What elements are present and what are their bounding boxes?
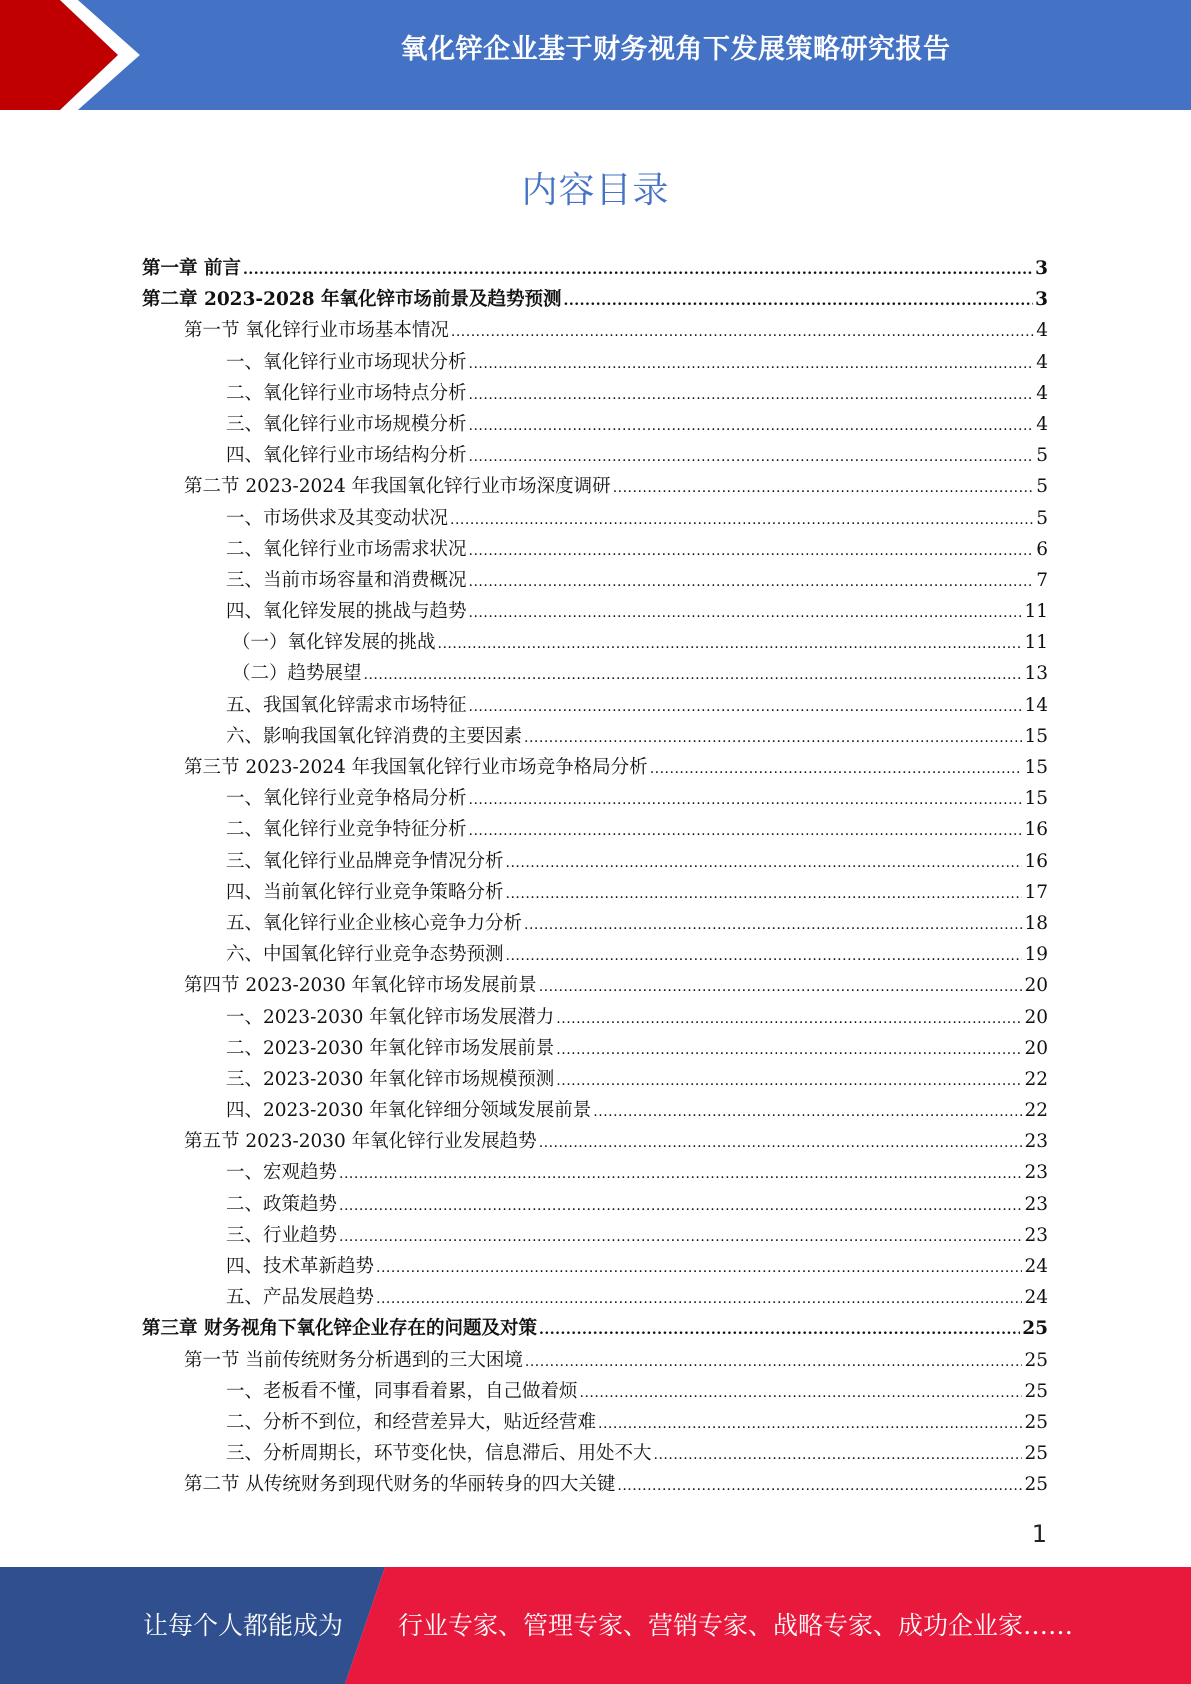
toc-entry[interactable]	[142, 379, 1048, 410]
toc-entry[interactable]	[142, 472, 1048, 503]
toc-entry-page: 20	[1024, 975, 1048, 997]
toc-entry[interactable]	[142, 753, 1048, 784]
toc-entry-title: 一、氧化锌行业市场现状分析	[226, 351, 467, 373]
toc-entry-page: 4	[1036, 351, 1048, 373]
toc-entry[interactable]	[142, 1190, 1048, 1221]
toc-entry-page: 25	[1022, 1318, 1048, 1340]
toc-entry-page: 20	[1024, 1006, 1048, 1028]
toc-entry[interactable]	[142, 1283, 1048, 1314]
toc-entry-title: 二、氧化锌行业市场特点分析	[226, 382, 467, 404]
dot-leader	[376, 1260, 1022, 1276]
dot-leader	[524, 730, 1022, 746]
toc-entry-page: 17	[1024, 881, 1048, 903]
toc-entry[interactable]	[142, 691, 1048, 722]
dot-leader	[524, 917, 1022, 933]
toc-entry-title: 四、氧化锌发展的挑战与趋势	[226, 601, 467, 623]
toc-entry-page: 25	[1024, 1474, 1048, 1496]
toc-entry-title: 第一节 氧化锌行业市场基本情况	[184, 320, 449, 342]
toc-entry-page: 3	[1035, 258, 1048, 279]
toc-entry[interactable]	[142, 1346, 1048, 1377]
toc-entry-page: 7	[1036, 569, 1048, 591]
toc-entry[interactable]	[142, 1221, 1048, 1252]
toc-entry[interactable]	[142, 722, 1048, 753]
dot-leader	[539, 1322, 1020, 1338]
toc-entry-page: 11	[1024, 601, 1048, 623]
toc-entry-title: 三、氧化锌行业品牌竞争情况分析	[226, 850, 504, 872]
toc-entry[interactable]	[142, 566, 1048, 597]
dot-leader	[469, 823, 1023, 839]
toc-entry[interactable]	[142, 410, 1048, 441]
toc-entry-title: 一、老板看不懂，同事看着累，自己做着烦	[226, 1380, 578, 1402]
dot-leader	[539, 1135, 1023, 1151]
dot-leader	[654, 1447, 1023, 1463]
dot-leader	[556, 1073, 1022, 1089]
dot-leader	[339, 1229, 1022, 1245]
toc-entry-page: 23	[1024, 1131, 1048, 1153]
toc-entry-title: 第一章 前言	[142, 258, 241, 279]
toc-entry-page: 4	[1036, 413, 1048, 435]
dot-leader	[376, 1291, 1022, 1307]
toc-entry[interactable]	[142, 1377, 1048, 1408]
toc-entry-title: 一、市场供求及其变动状况	[226, 507, 449, 529]
toc-entry[interactable]	[142, 316, 1048, 347]
footer-slogan-left: 让每个人都能成为	[143, 1611, 344, 1640]
toc-entry[interactable]	[142, 254, 1048, 285]
dot-leader	[556, 1011, 1022, 1027]
toc-entry[interactable]	[142, 1065, 1048, 1096]
toc-entry[interactable]	[142, 847, 1048, 878]
toc-entry-title: 六、影响我国氧化锌消费的主要因素	[226, 725, 523, 747]
toc-entry-page: 3	[1035, 289, 1048, 311]
toc-entry-page: 4	[1036, 320, 1048, 342]
toc-entry-page: 25	[1024, 1443, 1048, 1465]
toc-entry-title: 四、氧化锌行业市场结构分析	[226, 445, 467, 467]
toc-entry[interactable]	[142, 597, 1048, 628]
toc-entry[interactable]	[142, 1314, 1048, 1345]
toc-entry[interactable]	[142, 1408, 1048, 1439]
toc-entry-page: 20	[1024, 1037, 1048, 1059]
toc-entry-title: 五、我国氧化锌需求市场特征	[226, 694, 467, 716]
toc-entry-title: 一、宏观趋势	[226, 1162, 338, 1184]
toc-entry-page: 24	[1024, 1287, 1048, 1309]
dot-leader	[364, 667, 1023, 683]
toc-entry-page: 19	[1024, 944, 1048, 966]
toc-entry[interactable]	[142, 504, 1048, 535]
dot-leader	[506, 855, 1023, 871]
toc-entry[interactable]	[142, 535, 1048, 566]
footer-slogan-right: 行业专家、管理专家、营销专家、战略专家、成功企业家……	[398, 1611, 1074, 1640]
toc-entry[interactable]	[142, 878, 1048, 909]
dot-leader	[556, 1042, 1022, 1058]
table-of-contents	[142, 254, 1048, 1502]
dot-leader	[617, 1478, 1022, 1494]
toc-entry[interactable]	[142, 1034, 1048, 1065]
toc-entry-page: 25	[1024, 1349, 1048, 1371]
toc-entry-title: 第三节 2023-2024 年我国氧化锌行业市场竞争格局分析	[184, 757, 648, 778]
dot-leader	[469, 605, 1023, 621]
toc-entry-page: 5	[1036, 476, 1048, 498]
toc-entry[interactable]	[142, 1096, 1048, 1127]
dot-leader	[469, 543, 1035, 559]
dot-leader	[450, 512, 1034, 528]
toc-entry-title: 二、氧化锌行业竞争特征分析	[226, 819, 467, 841]
toc-entry-page: 5	[1036, 507, 1048, 529]
toc-entry[interactable]	[142, 1252, 1048, 1283]
dot-leader	[506, 886, 1023, 902]
toc-entry-title: 四、2023-2030 年氧化锌细分领域发展前景	[226, 1100, 592, 1122]
dot-leader	[564, 293, 1034, 309]
toc-entry-title: 五、氧化锌行业企业核心竞争力分析	[226, 912, 523, 934]
toc-entry-title: 三、氧化锌行业市场规模分析	[226, 413, 467, 435]
toc-entry-title: 第一节 当前传统财务分析遇到的三大困境	[184, 1349, 523, 1371]
toc-heading: 内容目录	[521, 170, 670, 211]
toc-entry-title: 六、中国氧化锌行业竞争态势预测	[226, 944, 504, 966]
toc-entry[interactable]	[142, 784, 1048, 815]
toc-entry-page: 14	[1024, 694, 1048, 716]
toc-entry[interactable]	[142, 1439, 1048, 1470]
toc-entry[interactable]	[142, 659, 1048, 690]
dot-leader	[469, 449, 1035, 465]
dot-leader	[243, 262, 1033, 278]
toc-entry-page: 24	[1024, 1256, 1048, 1277]
toc-entry[interactable]	[142, 348, 1048, 379]
toc-entry-title: 第四节 2023-2030 年氧化锌市场发展前景	[184, 975, 537, 997]
header-banner	[0, 0, 1191, 110]
dot-leader	[339, 1198, 1022, 1214]
toc-entry[interactable]	[142, 1127, 1048, 1158]
toc-entry[interactable]	[142, 1003, 1048, 1034]
dot-leader	[469, 356, 1035, 372]
dot-leader	[339, 1166, 1022, 1182]
dot-leader	[469, 418, 1035, 434]
dot-leader	[650, 761, 1023, 777]
toc-entry-title: 三、当前市场容量和消费概况	[226, 569, 467, 591]
toc-entry-title: 四、技术革新趋势	[226, 1256, 375, 1277]
toc-entry-page: 13	[1024, 663, 1048, 685]
toc-entry-title: 第五节 2023-2030 年氧化锌行业发展趋势	[184, 1131, 537, 1153]
toc-entry-title: 第二节 2023-2024 年我国氧化锌行业市场深度调研	[184, 476, 611, 498]
toc-entry-title: 第二节 从传统财务到现代财务的华丽转身的四大关键	[184, 1474, 616, 1496]
report-title: 氧化锌企业基于财务视角下发展策略研究报告	[400, 34, 951, 65]
toc-entry-title: 五、产品发展趋势	[226, 1287, 375, 1309]
toc-entry-title: 二、政策趋势	[226, 1193, 338, 1215]
toc-entry-page: 4	[1036, 382, 1048, 404]
dot-leader	[469, 387, 1035, 403]
toc-entry-page: 15	[1024, 788, 1048, 810]
toc-entry-page: 6	[1036, 538, 1048, 560]
toc-entry-page: 16	[1024, 819, 1048, 841]
toc-entry-title: 三、分析周期长，环节变化快，信息滞后、用处不大	[226, 1443, 652, 1465]
toc-entry-page: 16	[1024, 850, 1048, 872]
toc-entry-page: 25	[1024, 1380, 1048, 1402]
toc-entry-title: 二、2023-2030 年氧化锌市场发展前景	[226, 1037, 555, 1059]
dot-leader	[525, 1354, 1023, 1370]
page-number: 1	[1031, 1520, 1047, 1548]
toc-entry[interactable]	[142, 441, 1048, 472]
toc-entry-title: 第三章 财务视角下氧化锌企业存在的问题及对策	[142, 1318, 537, 1340]
dot-leader	[469, 699, 1023, 715]
toc-entry-page: 23	[1024, 1162, 1048, 1184]
toc-entry-page: 11	[1024, 632, 1048, 654]
toc-entry-page: 18	[1024, 912, 1048, 934]
toc-entry-title: 四、当前氧化锌行业竞争策略分析	[226, 881, 504, 903]
toc-entry-title: 三、2023-2030 年氧化锌市场规模预测	[226, 1068, 555, 1090]
toc-entry-page: 15	[1024, 725, 1048, 747]
footer-banner	[0, 1567, 1191, 1684]
toc-entry-title: （二）趋势展望	[232, 663, 362, 685]
toc-entry-page: 23	[1024, 1193, 1048, 1215]
toc-entry-title: 第二章 2023-2028 年氧化锌市场前景及趋势预测	[142, 289, 562, 311]
toc-entry-title: 一、氧化锌行业竞争格局分析	[226, 788, 467, 810]
dot-leader	[580, 1385, 1023, 1401]
toc-entry[interactable]	[142, 285, 1048, 316]
toc-entry-title: 三、行业趋势	[226, 1224, 338, 1246]
toc-entry-page: 15	[1024, 757, 1048, 778]
dot-leader	[593, 1104, 1022, 1120]
toc-entry-title: 二、分析不到位，和经营差异大，贴近经营难	[226, 1411, 597, 1433]
dot-leader	[506, 948, 1023, 964]
toc-entry-page: 25	[1024, 1411, 1048, 1433]
toc-entry-page: 22	[1024, 1068, 1048, 1090]
toc-entry-title: 一、2023-2030 年氧化锌市场发展潜力	[226, 1006, 555, 1028]
toc-entry[interactable]	[142, 628, 1048, 659]
chevron-arrow-icon	[0, 0, 160, 110]
dot-leader	[438, 636, 1023, 652]
dot-leader	[469, 574, 1035, 590]
toc-entry-page: 23	[1024, 1224, 1048, 1246]
dot-leader	[451, 324, 1034, 340]
toc-entry[interactable]	[142, 1158, 1048, 1189]
toc-entry-title: 二、氧化锌行业市场需求状况	[226, 538, 467, 560]
toc-entry[interactable]	[142, 815, 1048, 846]
toc-entry[interactable]	[142, 1470, 1048, 1501]
dot-leader	[469, 792, 1023, 808]
toc-entry[interactable]	[142, 940, 1048, 971]
dot-leader	[613, 480, 1035, 496]
dot-leader	[598, 1416, 1022, 1432]
dot-leader	[539, 979, 1023, 995]
toc-entry-page: 22	[1024, 1100, 1048, 1122]
toc-entry[interactable]	[142, 971, 1048, 1002]
toc-entry[interactable]	[142, 909, 1048, 940]
toc-entry-title: （一）氧化锌发展的挑战	[232, 632, 436, 654]
toc-entry-page: 5	[1036, 445, 1048, 467]
